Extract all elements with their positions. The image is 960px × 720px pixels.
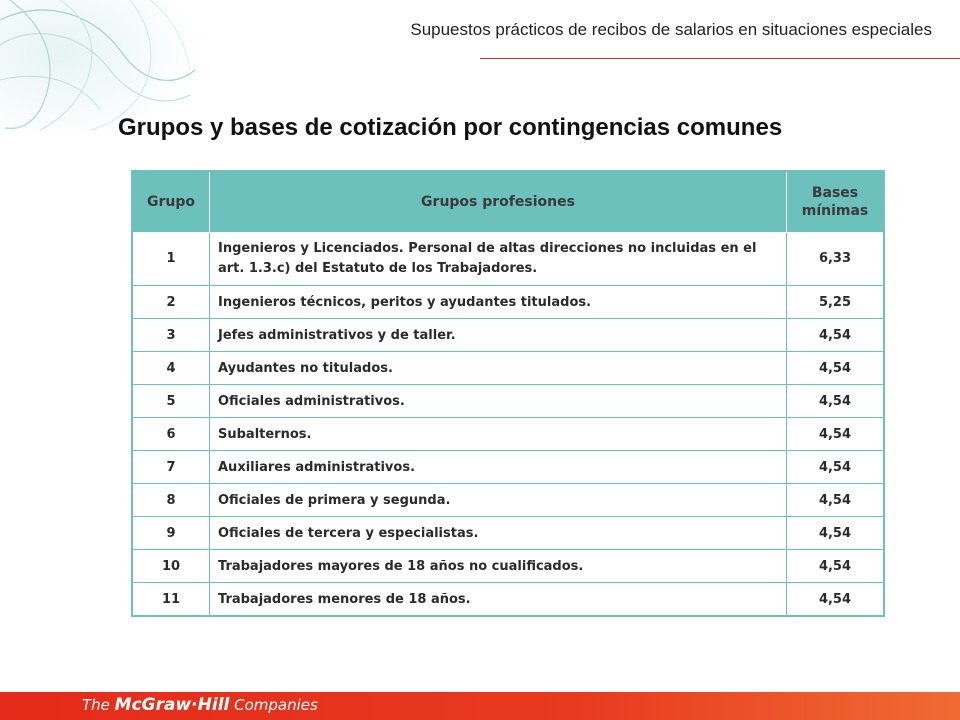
publisher-logo (82, 695, 318, 715)
logo-brand: McGraw·Hill (114, 695, 230, 715)
cell-grupo: 4 (132, 352, 210, 385)
cell-profesion: Ayudantes no titulados. (210, 352, 787, 385)
cell-base: 6,33 (787, 233, 885, 286)
cell-base: 4,54 (787, 319, 885, 352)
cell-grupo: 6 (132, 418, 210, 451)
column-header-bases-line1: Bases (811, 185, 859, 201)
column-header-bases (787, 171, 885, 233)
header-divider (480, 58, 960, 59)
table-row (132, 517, 884, 550)
column-header-profesiones: Grupos profesiones (210, 171, 787, 233)
cell-grupo: 9 (132, 517, 210, 550)
cell-grupo: 11 (132, 583, 210, 617)
cell-base: 4,54 (787, 484, 885, 517)
contribution-groups-table (131, 170, 885, 617)
cell-profesion: Trabajadores menores de 18 años. (210, 583, 787, 617)
cell-grupo: 5 (132, 385, 210, 418)
table-row (132, 286, 884, 319)
slide-title: Grupos y bases de cotización por contingencias comunes (118, 114, 783, 141)
logo-prefix: The (82, 696, 115, 714)
logo-suffix: Companies (229, 696, 318, 714)
cell-grupo: 7 (132, 451, 210, 484)
cell-profesion: Subalternos. (210, 418, 787, 451)
cell-grupo: 1 (132, 233, 210, 286)
cell-grupo: 2 (132, 286, 210, 319)
cell-grupo: 3 (132, 319, 210, 352)
table-row (132, 319, 884, 352)
cell-profesion: Ingenieros técnicos, peritos y ayudantes titulados. (210, 286, 787, 319)
cell-grupo: 8 (132, 484, 210, 517)
table-row (132, 233, 884, 286)
cell-profesion: Oficiales administrativos. (210, 385, 787, 418)
column-header-bases-line2: mínimas (801, 203, 869, 219)
cell-base: 4,54 (787, 418, 885, 451)
cell-grupo: 10 (132, 550, 210, 583)
cell-profesion: Auxiliares administrativos. (210, 451, 787, 484)
table-row (132, 550, 884, 583)
table-row (132, 385, 884, 418)
table-row (132, 418, 884, 451)
header-title: Supuestos prácticos de recibos de salarios en situaciones especiales (410, 20, 932, 39)
decorative-swirl-graphic (0, 0, 200, 130)
table-row (132, 451, 884, 484)
cell-profesion: Oficiales de primera y segunda. (210, 484, 787, 517)
cell-profesion: Ingenieros y Licenciados. Personal de altas direcciones no incluidas en el art. 1.3.c) del Estatuto de los Trabajadores. (210, 233, 787, 286)
table-header-row (132, 171, 884, 233)
cell-base: 4,54 (787, 451, 885, 484)
cell-profesion: Oficiales de tercera y especialistas. (210, 517, 787, 550)
cell-base: 4,54 (787, 385, 885, 418)
table-row (132, 583, 884, 617)
column-header-grupo: Grupo (132, 171, 210, 233)
table-row (132, 484, 884, 517)
cell-base: 4,54 (787, 550, 885, 583)
cell-base: 4,54 (787, 517, 885, 550)
cell-base: 4,54 (787, 352, 885, 385)
table-row (132, 352, 884, 385)
cell-base: 4,54 (787, 583, 885, 617)
cell-profesion: Trabajadores mayores de 18 años no cualificados. (210, 550, 787, 583)
cell-profesion: Jefes administrativos y de taller. (210, 319, 787, 352)
cell-base: 5,25 (787, 286, 885, 319)
